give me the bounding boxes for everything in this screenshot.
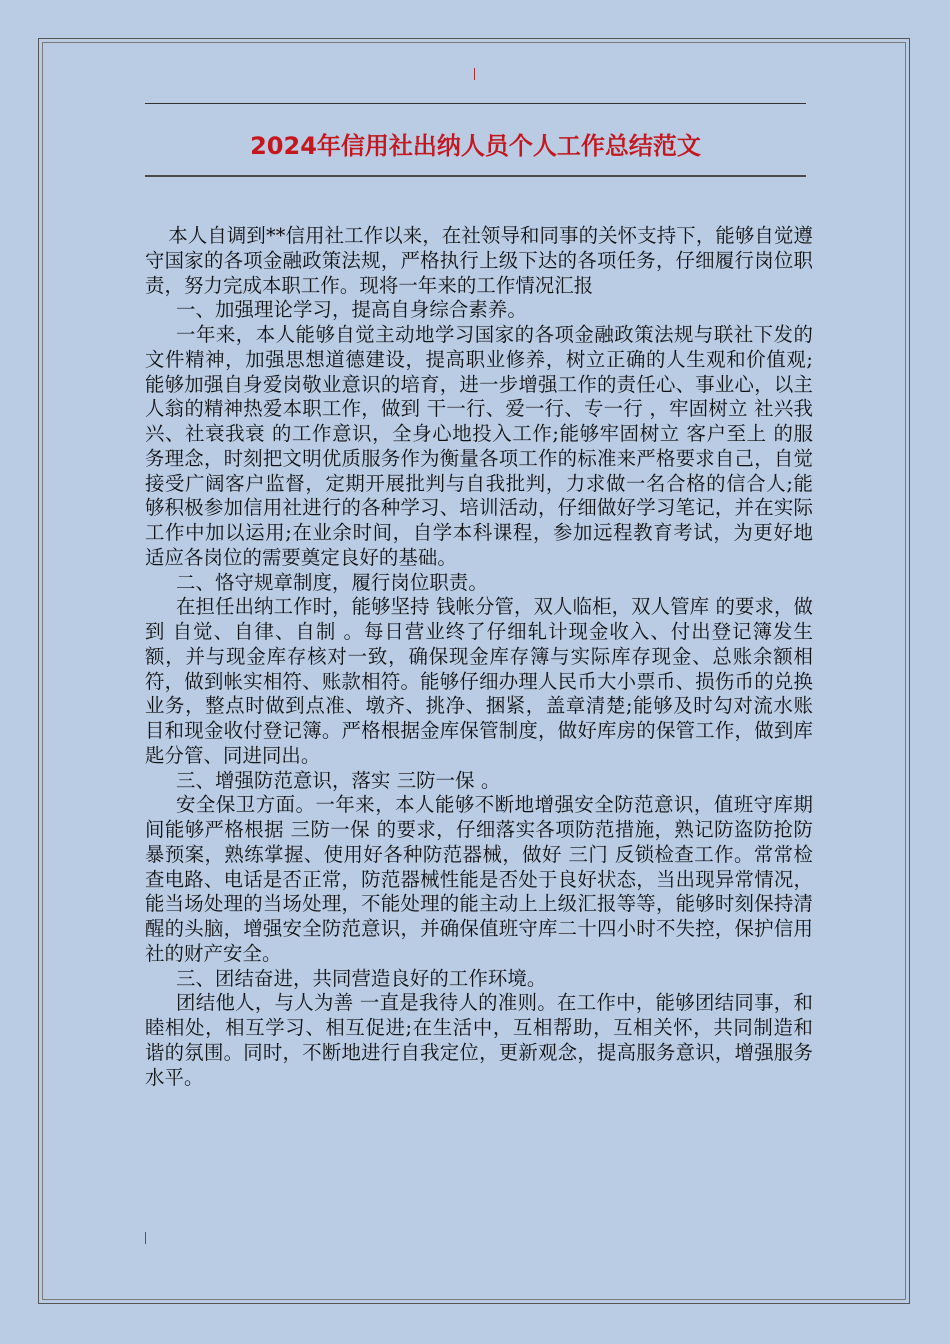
document-body bbox=[145, 224, 813, 1090]
paragraph-intro: 本人自调到**信用社工作以来，在社领导和同事的关怀支持下，能够自觉遵守国家的各项金融政策法规，严格执行上级下达的各项任务，仔细履行岗位职责，努力完成本职工作。现将一年来的工作情况汇报 bbox=[145, 224, 813, 297]
header-mark bbox=[474, 68, 475, 80]
section-heading-4: 三、团结奋进，共同营造良好的工作环境。 bbox=[176, 966, 547, 990]
paragraph-section-3: 安全保卫方面。一年来，本人能够不断地增强安全防范意识，值班守库期间能够严格根据 三防一保 的要求，仔细落实各项防范措施，熟记防盗防抢防暴预案，熟练掌握、使用好各种防范器械，做好 三门 反锁检查工作。常常检查电路、电话是否正常，防范器械性能是否处于良好状态，当出现异常情况，能当场处理的当场处理，不能处理的能主动上上级汇报等等，能够时刻保持清醒的头脑，增强安全防范意识，并确保值班守库二十四小时不失控，保护信用社的财产安全。 bbox=[145, 793, 813, 965]
paragraph-section-1: 一年来，本人能够自觉主动地学习国家的各项金融政策法规与联社下发的文件精神，加强思想道德建设，提高职业修养，树立正确的人生观和价值观;能够加强自身爱岗敬业意识的培育，进一步增强工作的责任心、事业心，以主人翁的精神热爱本职工作，做到 干一行、爱一行、专一行 ，牢固树立 社兴我兴、社衰我衰 的工作意识，全身心地投入工作;能够牢固树立 客户至上 的服务理念，时刻把文明优质服务作为衡量各项工作的标准来严格要求自己，自觉接受广阔客户监督，定期开展批判与自我批判，力求做一名合格的信合人;能够积极参加信用社进行的各种学习、培训活动，仔细做好学习笔记，并在实际工作中加以运用;在业余时间，自学本科课程，参加远程教育考试，为更好地适应各岗位的需要奠定良好的基础。 bbox=[145, 323, 813, 569]
header-rule-top bbox=[145, 103, 806, 104]
section-heading-1: 一、加强理论学习，提高自身综合素养。 bbox=[176, 298, 527, 322]
document-title: 2024年信用社出纳人员个人工作总结范文 bbox=[250, 132, 701, 160]
section-heading-2: 二、恪守规章制度，履行岗位职责。 bbox=[176, 570, 488, 594]
section-heading-3: 三、增强防范意识，落实 三防一保 。 bbox=[176, 768, 501, 792]
header-rule-bottom bbox=[145, 175, 806, 177]
paragraph-section-4: 团结他人，与人为善 一直是我待人的准则。在工作中，能够团结同事，和睦相处，相互学习、相互促进;在生活中，互相帮助，互相关怀，共同制造和谐的氛围。同时，不断地进行自我定位，更新观念，提高服务意识，增强服务水平。 bbox=[145, 991, 813, 1089]
paragraph-section-2: 在担任出纳工作时，能够坚持 钱帐分管，双人临柜，双人管库 的要求，做到 自觉、自律、自制 。每日营业终了仔细轧计现金收入、付出登记簿发生额，并与现金库存核对一致，确保现金库存簿与实际库存现金、总账余额相符，做到帐实相符、账款相符。能够仔细办理人民币大小票币、损伤币的兑换业务，整点时做到点准、墩齐、挑净、捆紧，盖章清楚;能够及时勾对流水账目和现金收付登记簿。严格根据金库保管制度，做好库房的保管工作，做到库匙分管、同进同出。 bbox=[145, 595, 813, 767]
footer-mark bbox=[145, 1232, 146, 1244]
